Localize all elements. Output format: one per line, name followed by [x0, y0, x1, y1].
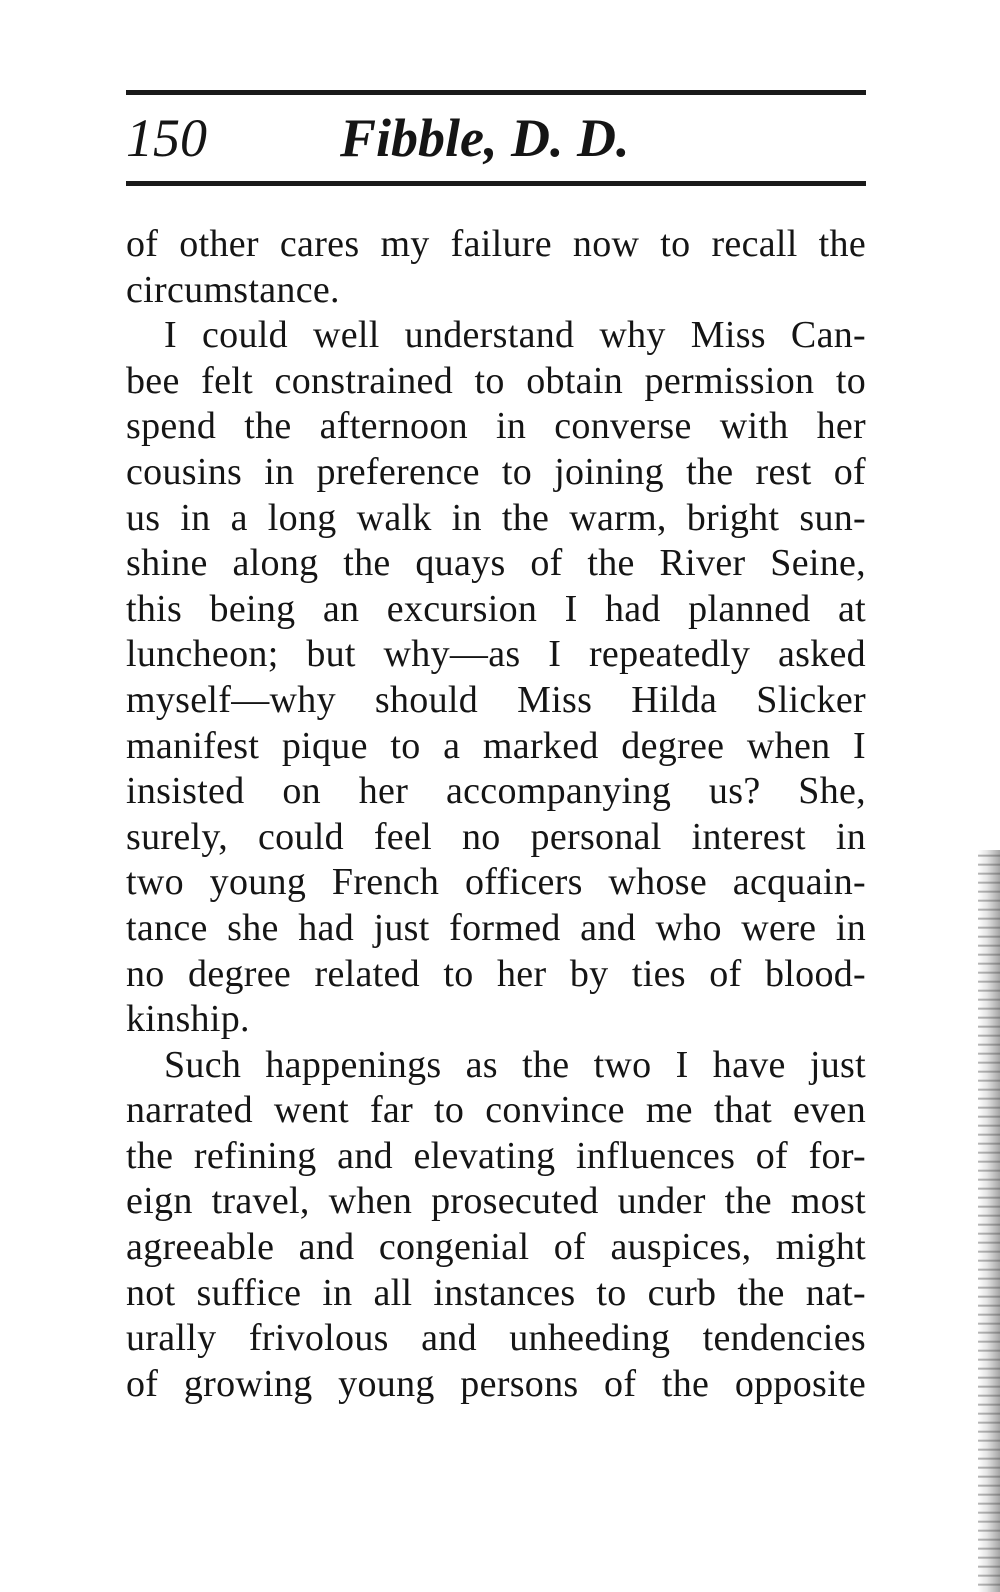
text-line: urally frivolous and unheeding tendencies: [126, 1317, 866, 1360]
text-line: not suffice in all instances to curb the nat-: [126, 1271, 866, 1314]
text-line: cousins in preference to joining the rest of: [126, 450, 866, 493]
text-line: agreeable and congenial of auspices, might: [126, 1226, 866, 1269]
text-line: eign travel, when prosecuted under the most: [126, 1180, 866, 1223]
text-line: bee felt constrained to obtain permission to: [126, 359, 866, 402]
text-line: I could well understand why Miss Can-: [164, 314, 866, 357]
text-line: tance she had just formed and who were in: [126, 906, 866, 949]
text-line: narrated went far to convince me that even: [126, 1089, 866, 1132]
body-text: [126, 222, 866, 1407]
text-line: of growing young persons of the opposite: [126, 1362, 866, 1405]
text-line: kinship.: [126, 998, 250, 1041]
text-line: insisted on her accompanying us? She,: [126, 770, 866, 813]
text-line: luncheon; but why—as I repeatedly asked: [126, 633, 866, 676]
text-line: Such happenings as the two I have just: [164, 1043, 866, 1086]
text-line: this being an excursion I had planned at: [126, 587, 866, 630]
text-line: two young French officers whose acquain-: [126, 861, 866, 904]
text-line: us in a long walk in the warm, bright sun-: [126, 496, 866, 539]
running-header: [126, 98, 866, 178]
text-line: surely, could feel no personal interest in: [126, 815, 866, 858]
text-line: circumstance.: [126, 268, 340, 311]
page-number: 150: [126, 108, 207, 168]
book-page: [126, 0, 866, 1592]
text-line: manifest pique to a marked degree when I: [126, 724, 866, 767]
header-bottom-rule: [126, 181, 866, 186]
text-line: no degree related to her by ties of blood-: [126, 952, 866, 995]
scan-edge-shadow: [978, 850, 1000, 1592]
running-title: Fibble, D. D.: [340, 108, 630, 168]
text-line: the refining and elevating influences of for-: [126, 1134, 866, 1177]
text-line: spend the afternoon in converse with her: [126, 405, 866, 448]
text-line: of other cares my failure now to recall the: [126, 223, 866, 265]
text-line: myself—why should Miss Hilda Slicker: [126, 678, 866, 721]
text-line: shine along the quays of the River Seine,: [126, 542, 866, 585]
header-top-rule: [126, 90, 866, 95]
